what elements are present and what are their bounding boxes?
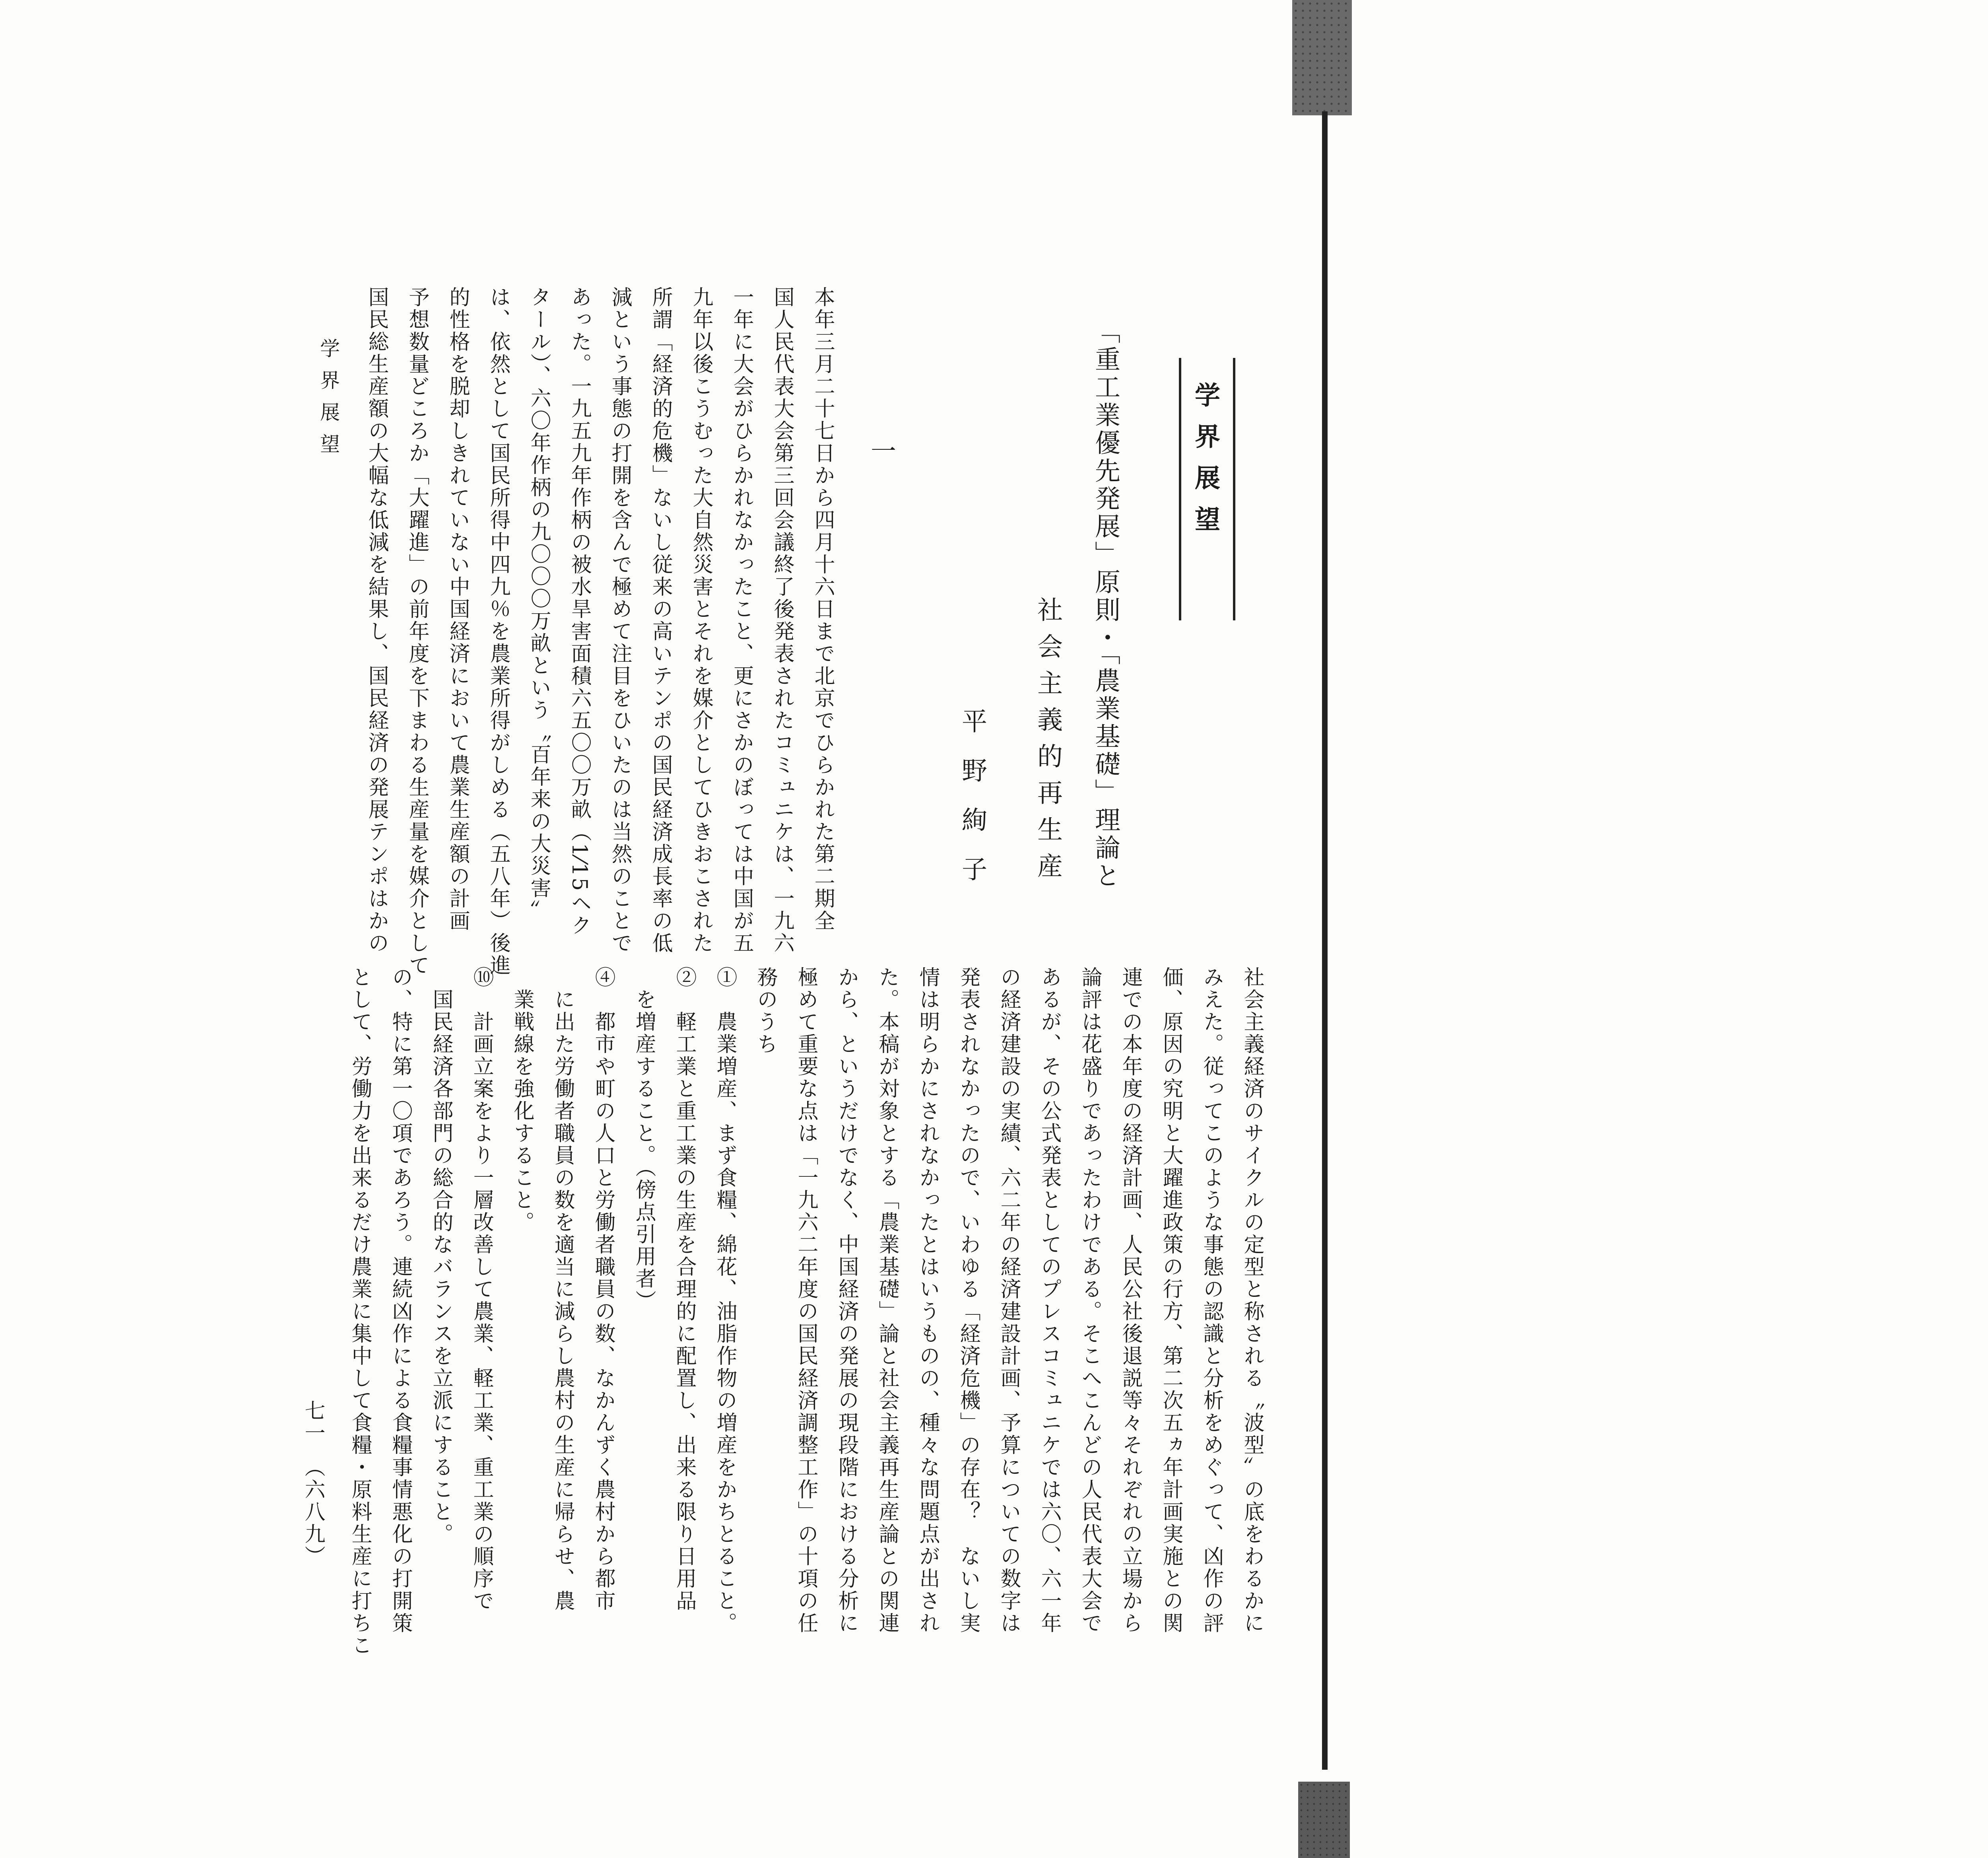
body-column: タール）、六〇年作柄の九〇〇〇万畝という〝百年来の大災害〟 <box>527 286 551 922</box>
running-head: 学界展望 <box>317 338 340 465</box>
list-item: に出た労働者職員の数を適当に減らし農村の生産に帰らせ、農 <box>551 966 575 1612</box>
lower-body-block <box>348 966 1272 1657</box>
list-item: 国民経済各部門の総合的なバランスを立派にすること。 <box>429 966 453 1545</box>
body-column: 社会主義経済のサイクルの定型と称される〝波型〟の底をわるかに <box>1240 966 1264 1634</box>
section-number: 一 <box>866 437 896 463</box>
body-column: 予想数量どころか「大躍進」の前年度を下まわる生産量を媒介として <box>405 286 429 977</box>
body-column: 所謂「経済的危機」ないし従来の高いテンポの国民経済成長率の低 <box>648 286 672 954</box>
body-column: 国人民代表大会第三回会議終了後発表されたコミュニケは、一九六 <box>770 286 794 954</box>
list-item: ④ 都市や町の人口と労働者職員の数、なかんずく農村から都市 <box>591 966 615 1612</box>
body-column: 務のうち <box>753 966 777 1055</box>
body-column: あるが、その公式発表としてのプレスコミュニケでは六〇、六一年 <box>1037 966 1061 1634</box>
list-item: ② 軽工業と重工業の生産を合理的に配置し、出来る限り日用品 <box>672 966 696 1612</box>
body-column: 価、原因の究明と大躍進政策の行方、第二次五ヵ年計画実施との関 <box>1159 966 1183 1634</box>
body-column: 極めて重要な点は「一九六二年度の国民経済調整工作」の十項の任 <box>794 966 818 1634</box>
body-column: 連での本年度の経済計画、人民公社後退説等々それぞれの立場から <box>1118 966 1142 1634</box>
list-item: 業戦線を強化すること。 <box>510 966 534 1234</box>
right-page <box>1328 0 1988 1858</box>
body-column: 国民総生産額の大幅な低減を結果し、国民経済の発展テンポはかの <box>365 286 388 954</box>
body-column: 的性格を脱却しきれていない中国経済において農業生産額の計画 <box>446 286 470 932</box>
body-column: は、依然として国民所得中四九％を農業所得がしめる（五八年）後進 <box>486 286 510 977</box>
body-column: の経済建設の実績、六二年の経済建設計画、予算についての数字は <box>997 966 1021 1634</box>
article-title: 「重工業優先発展」原則・「農業基礎」理論と <box>1091 318 1120 890</box>
page-folio-left: 七一 （六八九） <box>301 1400 325 1568</box>
body-column: 一年に大会がひらかれなかったこと、更にさかのぼっては中国が五 <box>730 286 753 954</box>
body-column: 論評は花盛りであったわけである。そこへこんどの人民代表大会で <box>1078 966 1102 1634</box>
body-column: 九年以後こうむった大自然災害とそれを媒介としてひきおこされた <box>689 286 713 954</box>
article-subtitle: 社会主義的再生産 <box>1033 597 1062 889</box>
list-item: を増産すること。（傍点引用者） <box>632 966 656 1312</box>
section-label-box <box>1179 358 1235 620</box>
upper-body-block <box>350 286 843 977</box>
body-column: 減という事態の打開を含んで極めて注目をひいたのは当然のことで <box>608 286 632 954</box>
section-label: 学界展望 <box>1190 382 1220 547</box>
body-column: 情は明らかにされなかったとはいうものの、種々な問題点が出され <box>916 966 940 1634</box>
body-column: として、労働力を出来るだけ農業に集中して食糧・原料生産に打ちこ <box>348 966 372 1657</box>
body-column: みえた。従ってこのような事態の認識と分析をめぐって、凶作の評 <box>1200 966 1223 1634</box>
body-column: の、特に第一〇項であろう。連続凶作による食糧事情悪化の打開策 <box>388 966 412 1634</box>
list-item: ⑩ 計画立案をより一層改善して農業、軽工業、重工業の順序で <box>470 966 493 1612</box>
gutter-line <box>1322 111 1328 1770</box>
list-item: ① 農業増産、まず食糧、綿花、油脂作物の増産をかちとること。 <box>713 966 737 1634</box>
body-column: 発表されなかったので、いわゆる「経済危機」の存在？ ないし実 <box>956 966 980 1634</box>
body-column: から、というだけでなく、中国経済の発展の現段階における分析に <box>835 966 858 1634</box>
body-column: た。本稿が対象とする「農業基礎」論と社会主義再生産論との関連 <box>875 966 899 1634</box>
author-name: 平野絢子 <box>957 708 987 905</box>
body-column: 本年三月二十七日から四月十六日まで北京でひらかれた第二期全 <box>811 286 835 932</box>
body-column: あった。一九五九年作柄の被水旱害面積六五〇〇万畝（1⁄15ヘク <box>567 286 591 937</box>
right-body-block <box>1869 286 1988 962</box>
